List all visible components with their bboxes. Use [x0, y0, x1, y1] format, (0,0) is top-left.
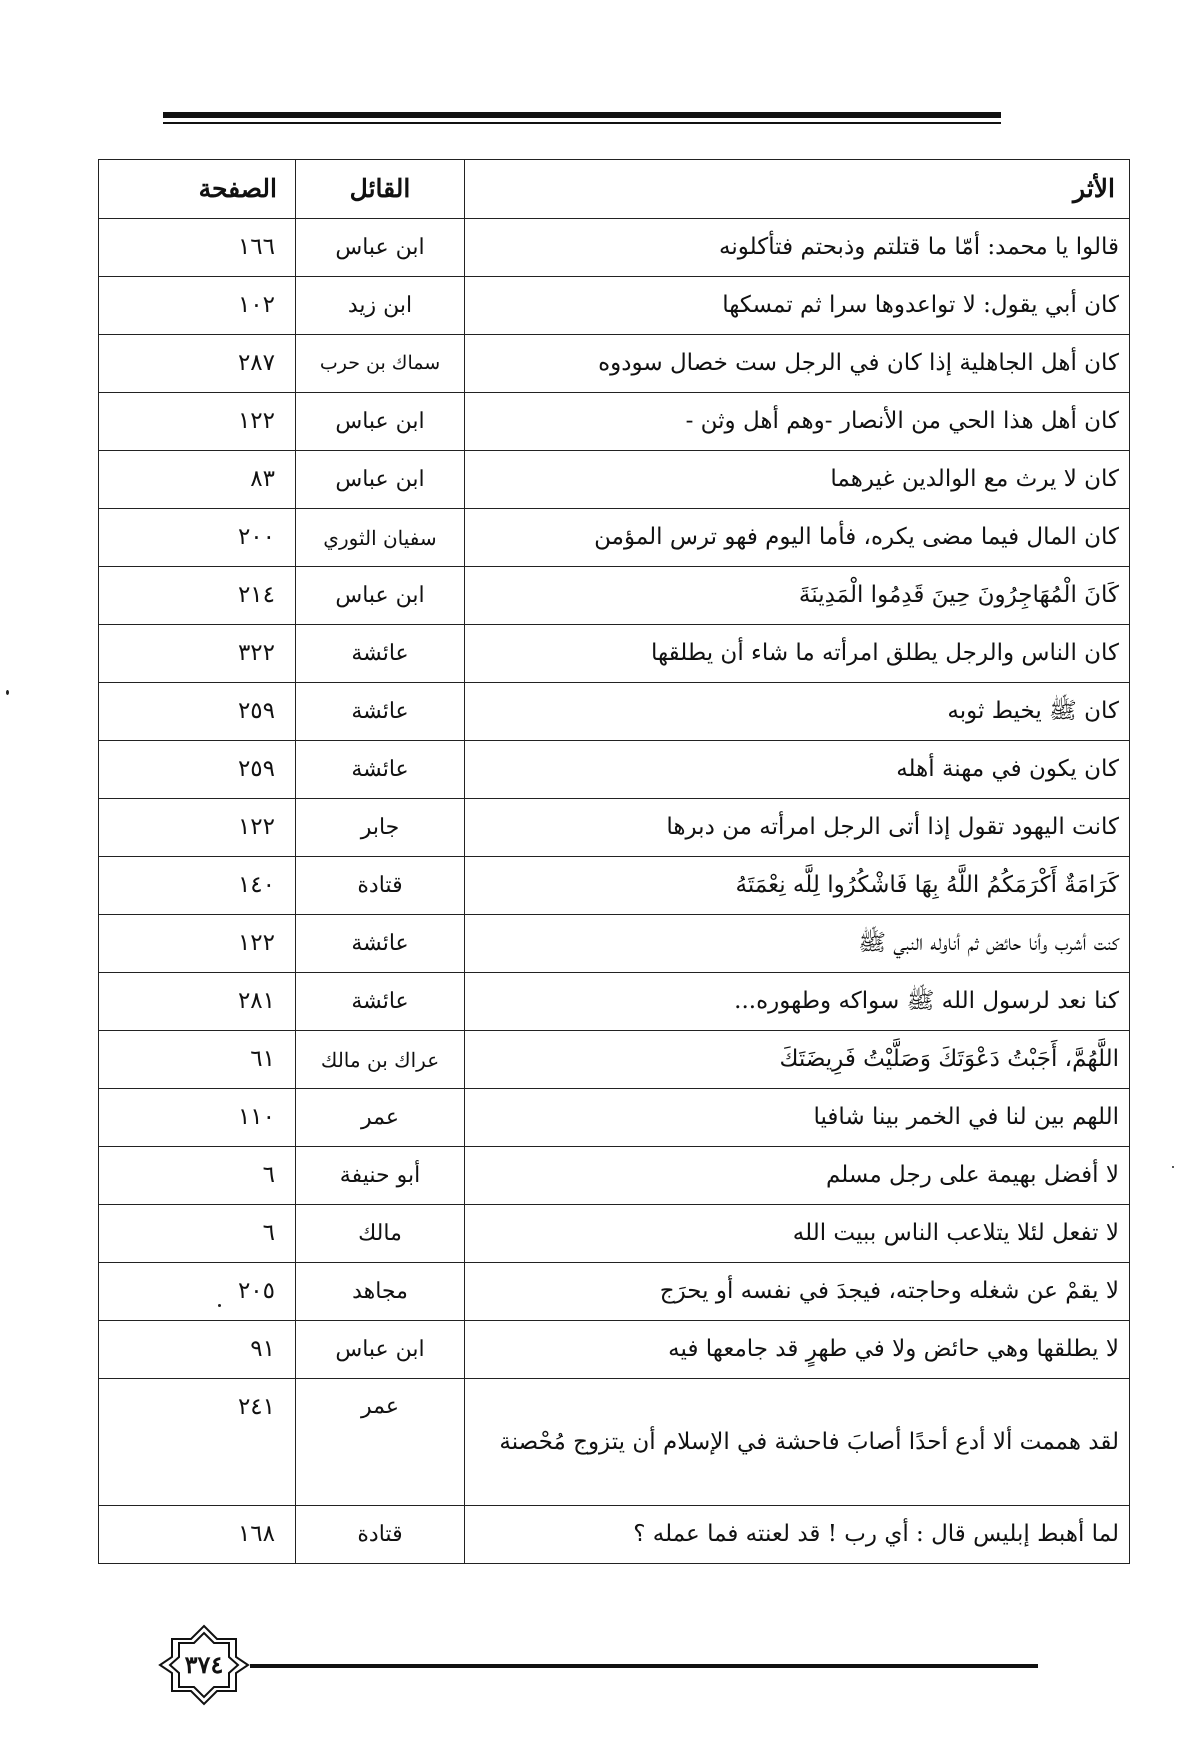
qail-cell: جابر — [296, 799, 465, 857]
table-row — [99, 741, 1130, 799]
scan-speck — [218, 1304, 221, 1307]
table-row — [99, 1321, 1130, 1379]
qail-cell: ابن زيد — [296, 277, 465, 335]
header-page: الصفحة — [99, 160, 296, 219]
athar-cell: كان أهل الجاهلية إذا كان في الرجل ست خصال سودوه — [465, 335, 1130, 393]
qail-cell: عمر — [296, 1089, 465, 1147]
table-row — [99, 567, 1130, 625]
qail-cell: عائشة — [296, 973, 465, 1031]
athar-cell: كَانَ الْمُهَاجِرُونَ حِينَ قَدِمُوا الْمَدِينَةَ — [465, 567, 1130, 625]
scan-speck — [1172, 1166, 1174, 1168]
page-cell: ١٠٢ — [99, 277, 296, 335]
scan-speck — [6, 690, 9, 695]
page-cell: ٢١٤ — [99, 567, 296, 625]
header-athar: الأثر — [465, 160, 1130, 219]
page-cell: ١٦٨ — [99, 1506, 296, 1564]
athar-cell: كنت أشرب وأنا حائض ثم أناوله النبي ﷺ — [465, 915, 1130, 973]
table-row — [99, 683, 1130, 741]
table-row — [99, 1089, 1130, 1147]
page-cell: ٦١ — [99, 1031, 296, 1089]
qail-cell: سفيان الثوري — [296, 509, 465, 567]
qail-cell: عائشة — [296, 741, 465, 799]
table-row — [99, 1147, 1130, 1205]
athar-cell: كانت اليهود تقول إذا أتى الرجل امرأته من دبرها — [465, 799, 1130, 857]
table-row — [99, 915, 1130, 973]
athar-cell: قالوا يا محمد: أمّا ما قتلتم وذبحتم فتأكلونه — [465, 219, 1130, 277]
page-cell: ٢٥٩ — [99, 741, 296, 799]
qail-cell: عائشة — [296, 915, 465, 973]
qail-cell: ابن عباس — [296, 393, 465, 451]
qail-cell: ابن عباس — [296, 451, 465, 509]
header-rule-thin — [163, 122, 1001, 124]
athar-cell: كان ﷺ يخيط ثوبه — [465, 683, 1130, 741]
table-row — [99, 509, 1130, 567]
page-cell: ١٢٢ — [99, 915, 296, 973]
page-number: ٣٧٤ — [184, 1650, 224, 1679]
table-row — [99, 393, 1130, 451]
page-cell: ١٦٦ — [99, 219, 296, 277]
table-row — [99, 1205, 1130, 1263]
qail-cell: أبو حنيفة — [296, 1147, 465, 1205]
qail-cell: عائشة — [296, 625, 465, 683]
athar-cell: لا تفعل لئلا يتلاعب الناس ببيت الله — [465, 1205, 1130, 1263]
table-row — [99, 1031, 1130, 1089]
athar-index-table — [98, 159, 1130, 1564]
athar-cell: كان المال فيما مضى يكره، فأما اليوم فهو ترس المؤمن — [465, 509, 1130, 567]
qail-cell: مجاهد — [296, 1263, 465, 1321]
table-row — [99, 625, 1130, 683]
page-cell: ٦ — [99, 1147, 296, 1205]
athar-cell: كَرَامَةٌ أَكْرَمَكُمُ اللَّهُ بِهَا فَاشْكُرُوا لِلَّه نِعْمَتَهُ — [465, 857, 1130, 915]
page-cell: ٢٨١ — [99, 973, 296, 1031]
page-cell: ٩١ — [99, 1321, 296, 1379]
athar-cell: لا يقمْ عن شغله وحاجته، فيجدَ في نفسه أو يحرَج — [465, 1263, 1130, 1321]
table-row — [99, 973, 1130, 1031]
page-cell: ٢٠٠ — [99, 509, 296, 567]
athar-cell: لقد هممت ألا أدع أحدًا أصابَ فاحشة في الإسلام أن يتزوج مُحْصنة — [465, 1379, 1130, 1506]
athar-cell: لا يطلقها وهي حائض ولا في طهرٍ قد جامعها فيه — [465, 1321, 1130, 1379]
table-row — [99, 451, 1130, 509]
qail-cell: ابن عباس — [296, 219, 465, 277]
table-header-row — [99, 160, 1130, 219]
page-cell: ١٢٢ — [99, 393, 296, 451]
page-cell: ٢٨٧ — [99, 335, 296, 393]
athar-cell: كان لا يرث مع الوالدين غيرهما — [465, 451, 1130, 509]
page-cell: ٢٠٥ — [99, 1263, 296, 1321]
table-row — [99, 277, 1130, 335]
athar-cell: لا أفضل بهيمة على رجل مسلم — [465, 1147, 1130, 1205]
table-row — [99, 1379, 1130, 1506]
page-cell: ٦ — [99, 1205, 296, 1263]
qail-cell: عمر — [296, 1379, 465, 1506]
page-cell: ١١٠ — [99, 1089, 296, 1147]
athar-cell: كنا نعد لرسول الله ﷺ سواكه وطهوره... — [465, 973, 1130, 1031]
qail-cell: قتادة — [296, 1506, 465, 1564]
page-cell: ١٢٢ — [99, 799, 296, 857]
athar-cell: كان أهل هذا الحي من الأنصار -وهم أهل وثن - — [465, 393, 1130, 451]
qail-cell: سماك بن حرب — [296, 335, 465, 393]
footer-rule — [250, 1664, 1038, 1668]
qail-cell: عائشة — [296, 683, 465, 741]
qail-cell: عراك بن مالك — [296, 1031, 465, 1089]
header-double-rule — [163, 112, 1001, 126]
table-row — [99, 1506, 1130, 1564]
qail-cell: قتادة — [296, 857, 465, 915]
table-row — [99, 799, 1130, 857]
qail-cell: ابن عباس — [296, 1321, 465, 1379]
table-row — [99, 335, 1130, 393]
page-cell: ٣٢٢ — [99, 625, 296, 683]
qail-cell: ابن عباس — [296, 567, 465, 625]
header-qail: القائل — [296, 160, 465, 219]
athar-cell: اللَّهُمَّ، أَجَبْتُ دَعْوَتَكَ وَصَلَّيْتُ فَرِيضَتَكَ — [465, 1031, 1130, 1089]
page-cell: ١٤٠ — [99, 857, 296, 915]
page-cell: ٢٤١ — [99, 1379, 296, 1506]
athar-cell: لما أهبط إبليس قال : أي رب ! قد لعنته فما عمله ؟ — [465, 1506, 1130, 1564]
athar-cell: اللهم بين لنا في الخمر بينا شافيا — [465, 1089, 1130, 1147]
header-rule-thick — [163, 112, 1001, 118]
athar-cell: كان أبي يقول: لا تواعدوها سرا ثم تمسكها — [465, 277, 1130, 335]
qail-cell: مالك — [296, 1205, 465, 1263]
table-row — [99, 219, 1130, 277]
table-row — [99, 857, 1130, 915]
athar-cell: كان يكون في مهنة أهله — [465, 741, 1130, 799]
table-row — [99, 1263, 1130, 1321]
athar-cell: كان الناس والرجل يطلق امرأته ما شاء أن يطلقها — [465, 625, 1130, 683]
page-cell: ٨٣ — [99, 451, 296, 509]
page-cell: ٢٥٩ — [99, 683, 296, 741]
